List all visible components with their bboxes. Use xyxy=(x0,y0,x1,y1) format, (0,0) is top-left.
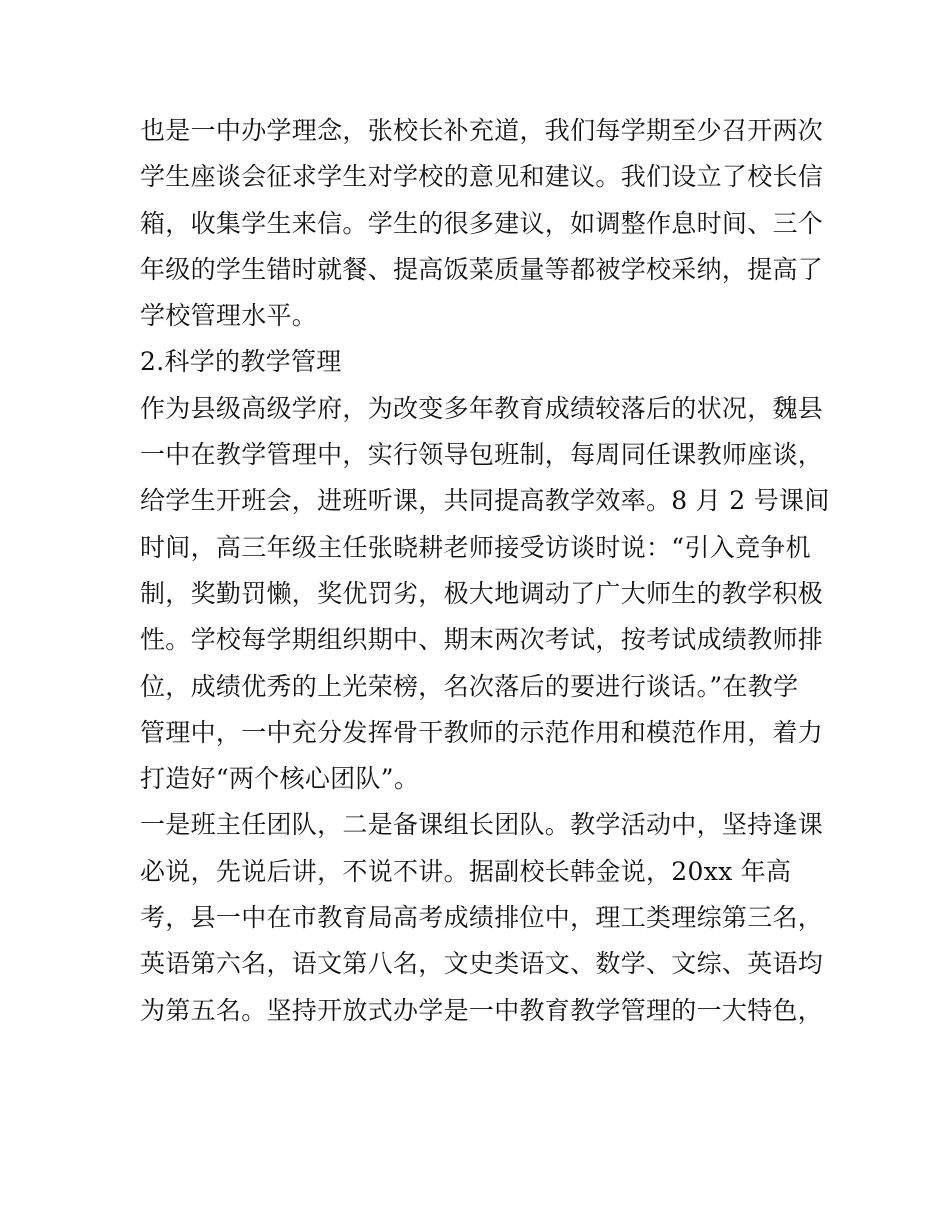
text-line: 为第五名。坚持开放式办学是一中教育教学管理的一大特色， xyxy=(140,995,824,1025)
text-line: 作为县级高级学府，为改变多年教育成绩较落后的状况，魏县 xyxy=(140,393,824,423)
text-line: 必说，先说后讲，不说不讲。据副校长韩金说，20xx 年高 xyxy=(140,856,792,886)
text-line: 制，奖勤罚懒，奖优罚劣，极大地调动了广大师生的教学积极 xyxy=(140,578,824,608)
text-line: 时间，高三年级主任张晓耕老师接受访谈时说：“引入竞争机 xyxy=(140,532,811,562)
text-line: 也是一中办学理念，张校长补充道，我们每学期至少召开两次 xyxy=(140,116,824,145)
text-line: 位，成绩优秀的上光荣榜，名次落后的要进行谈话。”在教学 xyxy=(140,671,799,701)
text-line: 一中在教学管理中，实行领导包班制，每周同任课教师座谈， xyxy=(140,440,824,470)
text-line: 英语第六名，语文第八名，文史类语文、数学、文综、英语均 xyxy=(140,949,824,979)
text-line: 年级的学生错时就餐、提高饭菜质量等都被学校采纳，提高了 xyxy=(140,254,824,284)
section-heading: 2.科学的教学管理 xyxy=(140,347,342,377)
body-text xyxy=(140,108,830,1034)
text-line: 一是班主任团队，二是备课组长团队。教学活动中，坚持逢课 xyxy=(140,810,824,840)
text-line: 箱，收集学生来信。学生的很多建议，如调整作息时间、三个 xyxy=(140,208,824,238)
text-line: 学校管理水平。 xyxy=(140,301,318,331)
text-line: 管理中，一中充分发挥骨干教师的示范作用和模范作用，着力 xyxy=(140,717,824,747)
text-line: 性。学校每学期组织期中、期末两次考试，按考试成绩教师排 xyxy=(140,625,824,655)
text-line: 给学生开班会，进班听课，共同提高教学效率。8 月 2 号课间 xyxy=(140,486,830,516)
text-line: 打造好“两个核心团队”。 xyxy=(140,764,420,794)
text-line: 学生座谈会征求学生对学校的意见和建议。我们设立了校长信 xyxy=(140,162,824,192)
text-line: 考，县一中在市教育局高考成绩排位中，理工类理综第三名， xyxy=(140,903,824,933)
